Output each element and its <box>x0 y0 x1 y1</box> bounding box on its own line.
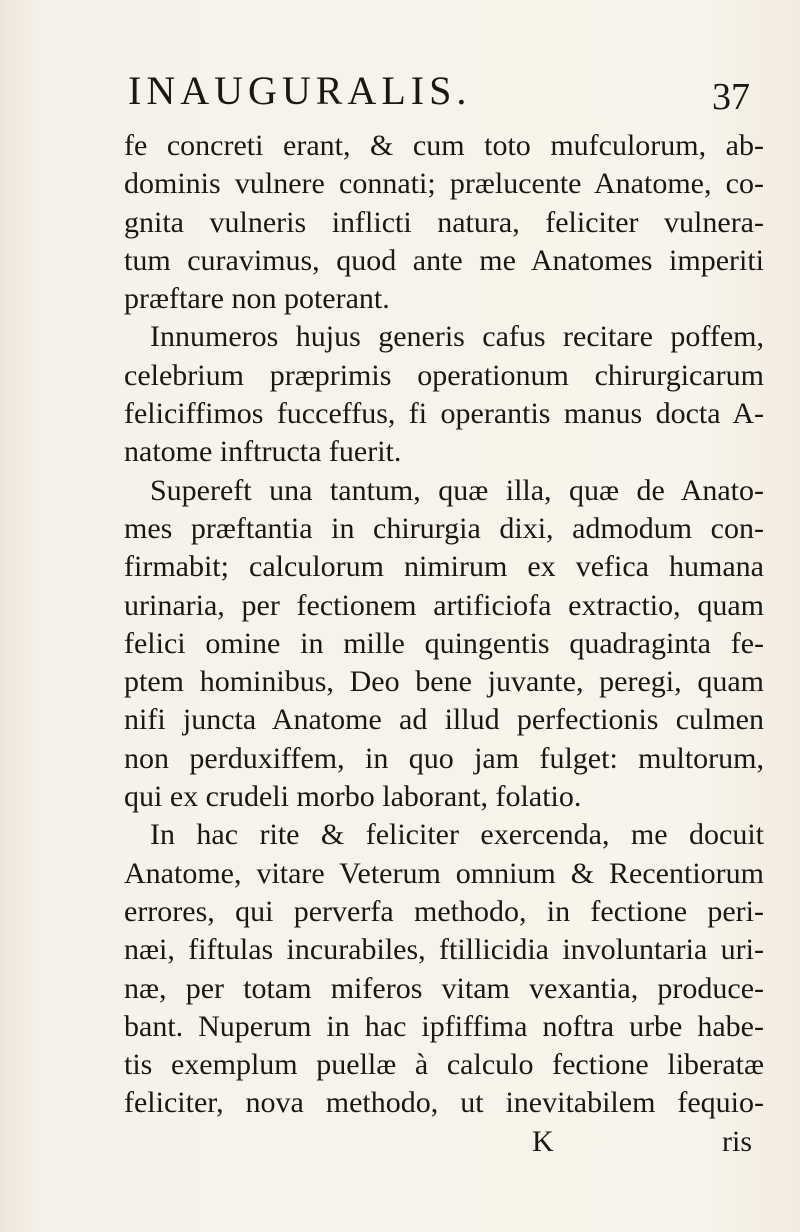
text-line: næi, fiftulas incurabiles, ftillicidia involuntaria uri- <box>124 933 764 967</box>
text-line: Supereft una tantum, quæ illa, quæ de Anato- <box>150 473 764 507</box>
text-line: celebrium præprimis operationum chirurgicarum <box>124 358 764 392</box>
text-line: Innumeros hujus generis cafus recitare poffem, <box>150 320 764 354</box>
text-line: urinaria, per fectionem artificiofa extractio, quam <box>124 588 764 622</box>
text-line: fe concreti erant, & cum toto mufculorum, ab- <box>124 129 764 162</box>
page-number: 37 <box>712 76 750 118</box>
running-title: INAUGURALIS. <box>128 68 472 113</box>
text-line: felici omine in mille quingentis quadraginta fe- <box>124 626 764 660</box>
text-line: dominis vulnere connati; prælucente Anatome, co- <box>124 167 764 201</box>
page-footer <box>124 1123 764 1161</box>
running-head <box>0 66 800 116</box>
body-text <box>124 127 764 1161</box>
text-line: feliciffimos fucceffus, fi operantis manus docta A- <box>124 397 764 431</box>
text-line: ptem hominibus, Deo bene juvante, peregi, quam <box>124 665 764 699</box>
text-line: natome inftructa fuerit. <box>124 435 402 469</box>
text-line: gnita vulneris inflicti natura, feliciter vulnera- <box>124 205 764 239</box>
catchword: ris <box>722 1124 752 1158</box>
text-line: feliciter, nova methodo, ut inevitabilem fequio- <box>124 1086 764 1120</box>
text-line: errores, qui perverfa methodo, in fectione peri- <box>124 894 764 928</box>
text-line: tis exemplum puellæ à calculo fectione liberatæ <box>124 1048 764 1082</box>
text-line: næ, per totam miferos vitam vexantia, produce- <box>124 971 764 1005</box>
text-line: firmabit; calculorum nimirum ex vefica humana <box>124 550 764 584</box>
text-line: nifi juncta Anatome ad illud perfectionis culmen <box>124 703 764 737</box>
text-line: non perduxiffem, in quo jam fulget: multorum, <box>124 741 764 775</box>
text-line: In hac rite & feliciter exercenda, me docuit <box>150 818 764 852</box>
text-line: præftare non poterant. <box>124 282 390 316</box>
signature-mark: K <box>532 1124 554 1158</box>
text-line: tum curavimus, quod ante me Anatomes imperiti <box>124 243 764 277</box>
text-line: bant. Nuperum in hac ipfiffima noftra urbe habe- <box>124 1009 764 1043</box>
text-line: mes præftantia in chirurgia dixi, admodum con- <box>124 511 764 545</box>
text-line: Anatome, vitare Veterum omnium & Recentiorum <box>124 856 764 890</box>
text-line: qui ex crudeli morbo laborant, folatio. <box>124 780 582 814</box>
